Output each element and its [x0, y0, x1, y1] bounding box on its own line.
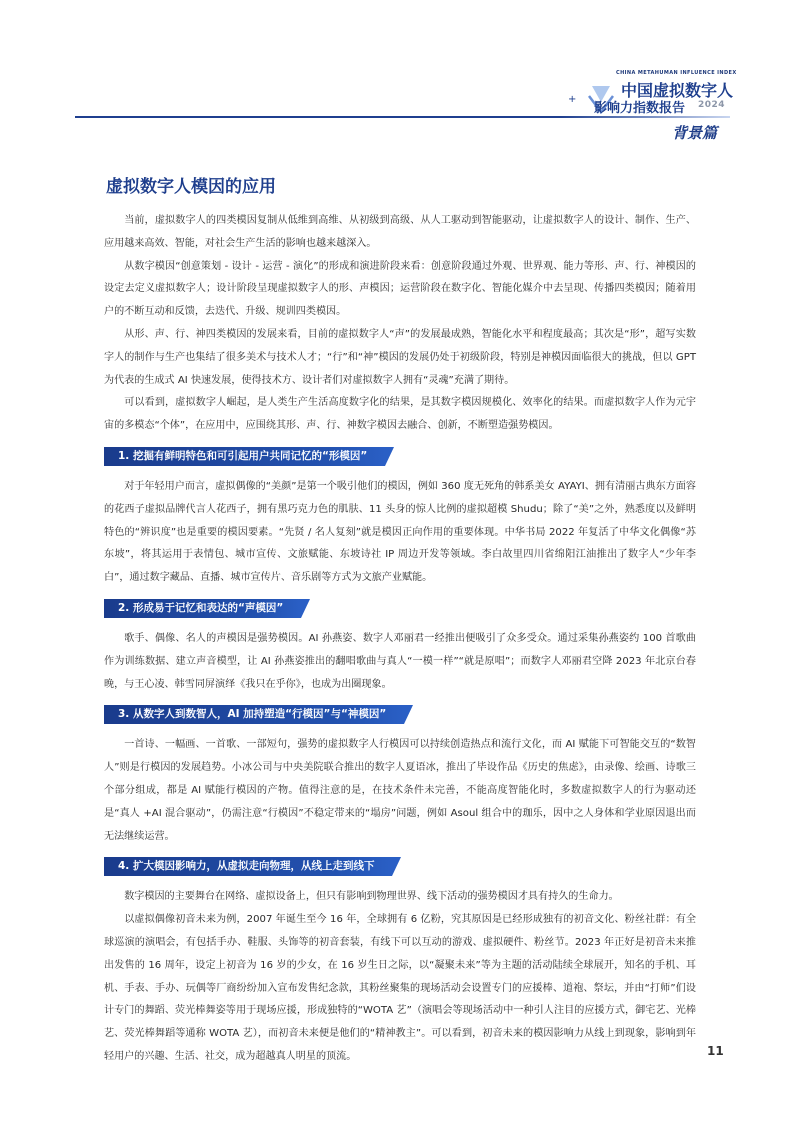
article: [104, 172, 696, 1069]
section-paragraph: 数字模因的主要舞台在网络、虚拟设备上，但只有影响到物理世界、线下活动的强势模因才具有持久的生命力。: [124, 891, 619, 903]
section-label: 背景篇: [672, 124, 718, 142]
page-number: 11: [707, 1044, 724, 1058]
header-title-line1: 中国虚拟数字人: [621, 81, 734, 100]
section-paragraph: 对于年轻用户而言，虚拟偶像的“美颜”是第一个吸引他们的模因，例如 360 度无死角的韩系美女 AYAYI、拥有清丽古典东方面容的花西子虚拟品牌代言人花西子，拥有黑巧克力色的肌肤、11 头身的惊人比例的虚拟超模 Shudu；除了“美”之外，熟悉度以及鲜明特色的“辨识度”也是重要的模因要素。“先贤 / 名人复刻”就是模因正向作用的重要体现。中华书局 2022 年复活了中华文化偶像“苏东坡”，将其运用于表情包、城市宣传、文旅赋能、东坡诗社 IP 周边开发等领域。李白故里四川省绵阳江油推出了数字人“少年李白”，通过数字藏品、直播、城市宣传片、音乐剧等方式为文旅产业赋能。: [104, 480, 696, 584]
section-heading: 2. 形成易于记忆和表达的“声模因”: [104, 599, 301, 618]
header-rule: [75, 116, 570, 118]
section-paragraph: 以虚拟偶像初音未来为例，2007 年诞生至今 16 年，全球拥有 6 亿粉，究其原因是已经形成独有的初音文化、粉丝社群：有全球巡演的演唱会，有包括手办、鞋服、头饰等的初音套装，有线下可以互动的游戏、虚拟硬件、粉丝节。2023 年正好是初音未来推出发售的 16 周年，设定上初音为 16 岁的少女，在 16 岁生日之际，以“凝聚未来”等为主题的活动陆续全球展开，知名的手机、耳机、手表、手办、玩偶等厂商纷纷加入宣布发售纪念款，其粉丝聚集的现场活动会设置专门的应援棒、道袍、祭坛，并由“打师”们设计专门的舞蹈、荧光棒舞姿等用于现场应援，形成独特的“WOTA 艺”（演唱会等现场活动中一种引人注目的应援方式，御宅艺、光棒艺、荧光棒舞蹈等通称 WOTA 艺），而初音未来便是他们的“精神教主”。可以看到，初音未来的模因影响力从线上到现象，影响到年轻用户的兴趣、生活、社交，成为超越真人明星的顶流。: [104, 914, 696, 1062]
section-paragraph: 一首诗、一幅画、一首歌、一部短句，强势的虚拟数字人行模因可以持续创造热点和流行文化，而 AI 赋能下可智能交互的“数智人”则是行模因的发展趋势。小冰公司与中央美院联合推出的数字人夏语冰，推出了毕设作品《历史的焦虑》，由录像、绘画、诗歌三个部分组成，都是 AI 赋能行模因的产物。值得注意的是，在技术条件未完善，不能高度智能化时，多数虚拟数字人的行为驱动还是“真人 +AI 混合驱动”，仍需注意“行模因”不稳定带来的“塌房”问题，例如 Asoul 组合中的珈乐，因中之人身体和学业原因退出而无法继续运营。: [104, 739, 696, 842]
header-plus-icon: +: [568, 94, 577, 105]
header-title-line2: 影响力指数报告: [594, 101, 686, 116]
header-rule-accent: [560, 116, 730, 118]
intro-paragraph: 从形、声、行、神四类模因的发展来看，目前的虚拟数字人“声”的发展最成熟，智能化水平和程度最高；其次是“形”，超写实数字人的制作与生产也集结了很多美术与技术人才；“行”和“神”模因的发展仍处于初级阶段，特别是神模因面临很大的挑战，但以 GPT 为代表的生成式 AI 快速发展，使得技术方、设计者们对虚拟数字人拥有“灵魂”充满了期待。: [104, 328, 696, 386]
section-heading-wrap: [104, 438, 696, 476]
section-paragraph: 歌手、偶像、名人的声模因是强势模因。AI 孙燕姿、数字人邓丽君一经推出便吸引了众多受众。通过采集孙燕姿约 100 首歌曲作为训练数据、建立声音模型，让 AI 孙燕姿推出的翻唱歌曲与真人“一模一样”“就是原唱”；而数字人邓丽君空降 2023 年北京台春晚，与王心凌、韩雪同屏演绎《我只在乎你》，也成为出圈现象。: [104, 632, 696, 690]
article-title: 虚拟数字人模因的应用: [106, 177, 276, 197]
section-heading: 4. 扩大模因影响力，从虚拟走向物理，从线上走到线下: [104, 857, 392, 876]
intro-paragraph: 可以看到，虚拟数字人崛起，是人类生产生活高度数字化的结果，是其数字模因规模化、效率化的结果。而虚拟数字人作为元宇宙的多模态“个体”，在应用中，应围绕其形、声、行、神数字模因去融合、创新，不断塑造强势模因。: [104, 397, 696, 432]
section-heading-wrap: [104, 848, 696, 886]
header-year: 2024: [698, 100, 726, 110]
intro-paragraph: 从数字模因“创意策划 - 设计 - 运营 - 演化”的形成和演进阶段来看：创意阶段通过外观、世界观、能力等形、声、行、神模因的设定去定义虚拟数字人；设计阶段呈现虚拟数字人的形、声模因；运营阶段在数字化、智能化媒介中去呈现、传播四类模因；随着用户的不断互动和反馈，去迭代、升级、规训四类模因。: [104, 260, 696, 318]
intro-paragraph: 当前，虚拟数字人的四类模因复制从低维到高维、从初级到高级、从人工驱动到智能驱动，让虚拟数字人的设计、制作、生产、应用越来高效、智能，对社会生产生活的影响也越来越深入。: [104, 215, 696, 249]
header-subtitle-en: CHINA METAHUMAN INFLUENCE INDEX: [616, 70, 737, 76]
section-heading: 3. 从数字人到数智人，AI 加持塑造“行模因”与“神模因”: [104, 705, 404, 724]
section-heading-wrap: [104, 590, 696, 628]
section-heading: 1. 挖掘有鲜明特色和可引起用户共同记忆的“形模因”: [104, 447, 385, 466]
section-heading-wrap: [104, 696, 696, 734]
